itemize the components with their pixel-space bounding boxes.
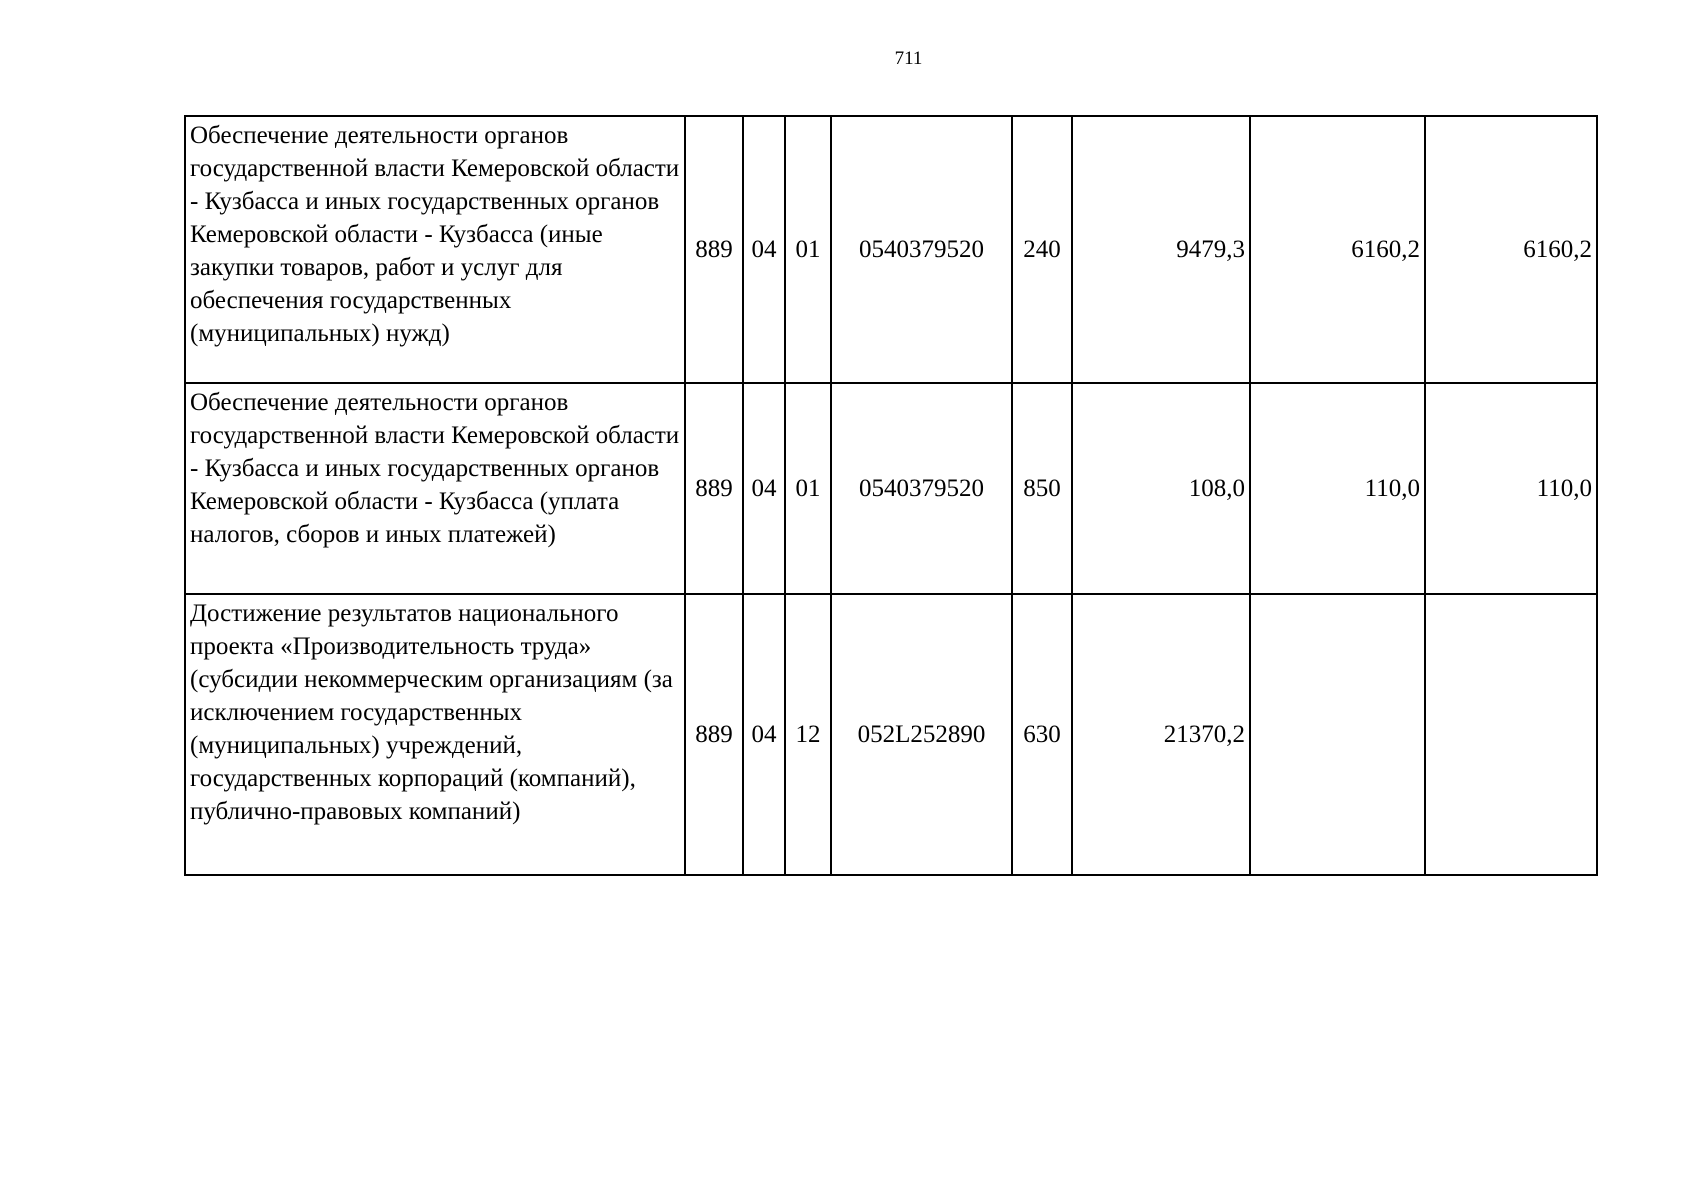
section-code: 04 bbox=[743, 116, 785, 383]
section-code: 04 bbox=[743, 594, 785, 875]
table-row bbox=[185, 383, 1597, 594]
expense-type-code: 630 bbox=[1012, 594, 1072, 875]
grbs-code: 889 bbox=[685, 116, 743, 383]
table-row bbox=[185, 116, 1597, 383]
amount-1: 21370,2 bbox=[1072, 594, 1250, 875]
amount-3: 6160,2 bbox=[1425, 116, 1597, 383]
target-article-code: 0540379520 bbox=[831, 116, 1012, 383]
amount-2: 6160,2 bbox=[1250, 116, 1425, 383]
target-article-code: 052L252890 bbox=[831, 594, 1012, 875]
amount-1: 9479,3 bbox=[1072, 116, 1250, 383]
amount-1: 108,0 bbox=[1072, 383, 1250, 594]
table-row bbox=[185, 594, 1597, 875]
row-name: Обеспечение деятельности органов государственной власти Кемеровской области - Кузбасса и иных государственных органов Кемеровской области - Кузбасса (уплата налогов, сборов и иных платежей) bbox=[185, 383, 685, 594]
amount-3 bbox=[1425, 594, 1597, 875]
amount-3: 110,0 bbox=[1425, 383, 1597, 594]
grbs-code: 889 bbox=[685, 594, 743, 875]
grbs-code: 889 bbox=[685, 383, 743, 594]
row-name: Обеспечение деятельности органов государственной власти Кемеровской области - Кузбасса и иных государственных органов Кемеровской области - Кузбасса (иные закупки товаров, работ и услуг для обеспечения государственных (муниципальных) нужд) bbox=[185, 116, 685, 383]
row-name: Достижение результатов национального проекта «Производительность труда» (субсидии некоммерческим организациям (за исключением государственных (муниципальных) учреждений, государственных корпораций (компаний), публично-правовых компаний) bbox=[185, 594, 685, 875]
amount-2: 110,0 bbox=[1250, 383, 1425, 594]
expense-type-code: 850 bbox=[1012, 383, 1072, 594]
section-code: 04 bbox=[743, 383, 785, 594]
amount-2 bbox=[1250, 594, 1425, 875]
subsection-code: 01 bbox=[785, 383, 831, 594]
budget-table bbox=[184, 115, 1598, 876]
subsection-code: 12 bbox=[785, 594, 831, 875]
target-article-code: 0540379520 bbox=[831, 383, 1012, 594]
page-number: 711 bbox=[894, 48, 923, 69]
subsection-code: 01 bbox=[785, 116, 831, 383]
expense-type-code: 240 bbox=[1012, 116, 1072, 383]
